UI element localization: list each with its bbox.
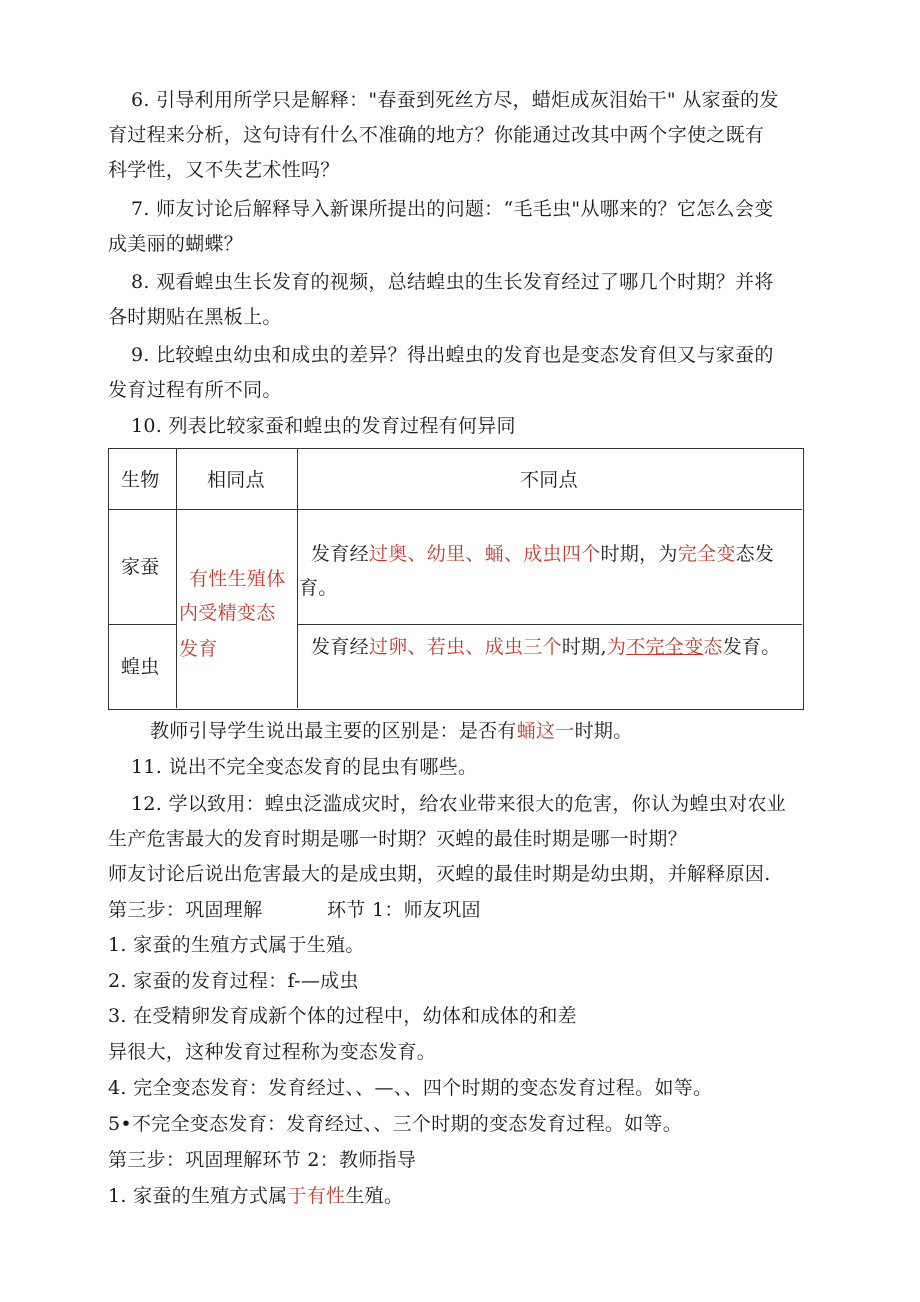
answer-1 [108, 1184, 403, 1208]
locust-diff-line [311, 635, 781, 659]
paragraph-12-line-2: 生产危害最大的发育时期是哪一时期？灭蝗的最佳时期是哪一时期？ [108, 828, 688, 850]
locust-diff-type: 不完全变 [626, 636, 704, 658]
step-3-link-1: 环节 1：师友巩固 [327, 899, 481, 921]
teacher-guidance-answer: 蛹这一 [516, 720, 575, 742]
paragraph-6-line-3: 科学性，又不失艺术性吗？ [108, 159, 340, 181]
paragraph-9-line-2: 发育过程有所不同。 [108, 379, 282, 401]
header-organism: 生物 [121, 469, 160, 491]
silkworm-diff-type: 完全变 [677, 543, 736, 565]
same-text-line-3: 发育 [179, 638, 218, 660]
silkworm-diff-e: 态发 [735, 543, 775, 565]
comparison-table [108, 448, 804, 710]
paragraph-9-line-1: 9. 比较蝗虫幼虫和成虫的差异？得出蝗虫的发育也是变态发育但又与家蚕的 [131, 344, 774, 366]
table-col-divider-2 [297, 449, 298, 708]
silkworm-diff-c: 时期，为 [600, 543, 678, 565]
locust-diff-stages: 过卵、若虫、成虫三个 [368, 636, 562, 658]
table-row-divider-right [297, 624, 802, 625]
paragraph-8-line-2: 各时期贴在黑板上。 [108, 306, 282, 328]
question-5: 5•不完全变态发育：发育经过、、三个时期的变态发育过程。如等。 [108, 1113, 683, 1135]
header-same: 相同点 [207, 469, 265, 491]
discussion-line: 师友讨论后说出危害最大的是成虫期，灭蝗的最佳时期是幼虫期，并解释原因. [108, 863, 771, 885]
row-locust-name: 蝗虫 [121, 656, 160, 678]
step-3-heading: 第三步：巩固理解 [108, 899, 263, 921]
answer-1-a: 1. 家蚕的生殖方式属 [108, 1185, 288, 1207]
question-4: 4. 完全变态发育：发育经过、、—、、四个时期的变态发育过程。如等。 [108, 1077, 713, 1099]
silkworm-diff-a: 发育经 [311, 543, 369, 565]
silkworm-diff-line-1 [311, 542, 774, 566]
same-text-line-1: 有性生殖体 [189, 568, 286, 590]
silkworm-diff-line-2: 育。 [299, 577, 338, 599]
teacher-guidance-a: 教师引导学生说出最主要的区别是：是否有 [150, 720, 517, 742]
locust-diff-f: 态 [703, 636, 723, 658]
table-header-divider [109, 509, 802, 510]
question-3-line-2: 异很大，这种发育过程称为变态发育。 [108, 1041, 437, 1063]
paragraph-6-line-2: 育过程来分析，这句诗有什么不准确的地方？你能通过改其中两个字使之既有 [108, 124, 765, 146]
same-text-line-2: 内受精变态 [179, 602, 276, 624]
teacher-guidance [150, 719, 633, 743]
row-silkworm-name: 家蚕 [121, 556, 160, 578]
paragraph-8-line-1: 8. 观看蝗虫生长发育的视频，总结蝗虫的生长发育经过了哪几个时期？并将 [131, 271, 774, 293]
paragraph-7-line-1: 7. 师友讨论后解释导入新课所提出的问题：“毛毛虫"从哪来的？它怎么会变 [131, 198, 774, 220]
paragraph-7-line-2: 成美丽的蝴蝶？ [108, 233, 244, 255]
question-1: 1. 家蚕的生殖方式属于生殖。 [108, 934, 365, 956]
answer-1-fill: 于有性 [287, 1185, 346, 1207]
locust-diff-a: 发育经 [311, 636, 369, 658]
table-row-divider-left [109, 624, 176, 625]
table-col-divider-1 [176, 449, 177, 708]
locust-diff-g: 发育。 [722, 636, 781, 658]
step-3-heading-2: 第三步：巩固理解环节 2：教师指导 [108, 1149, 417, 1171]
header-different: 不同点 [520, 469, 578, 491]
answer-1-c: 生殖。 [345, 1185, 404, 1207]
question-2: 2. 家蚕的发育过程：f-—成虫 [108, 970, 359, 992]
locust-diff-c: 时期, [561, 636, 607, 658]
question-3-line-1: 3. 在受精卵发育成新个体的过程中，幼体和成体的和差 [108, 1005, 577, 1027]
silkworm-diff-stages: 过奥、幼里、蛹、成虫四个 [368, 543, 601, 565]
teacher-guidance-c: 时期。 [574, 720, 633, 742]
paragraph-10: 10. 列表比较家蚕和蝗虫的发育过程有何异同 [131, 415, 516, 437]
locust-diff-d: 为 [606, 636, 627, 658]
paragraph-11: 11. 说出不完全变态发育的昆虫有哪些。 [131, 756, 478, 778]
paragraph-12-line-1: 12. 学以致用：蝗虫泛滥成灾时，给农业带来很大的危害，你认为蝗虫对农业 [131, 793, 787, 815]
paragraph-6-line-1: 6. 引导利用所学只是解释："春蚕到死丝方尽，蜡炬成灰泪始干" 从家蚕的发 [131, 89, 779, 111]
